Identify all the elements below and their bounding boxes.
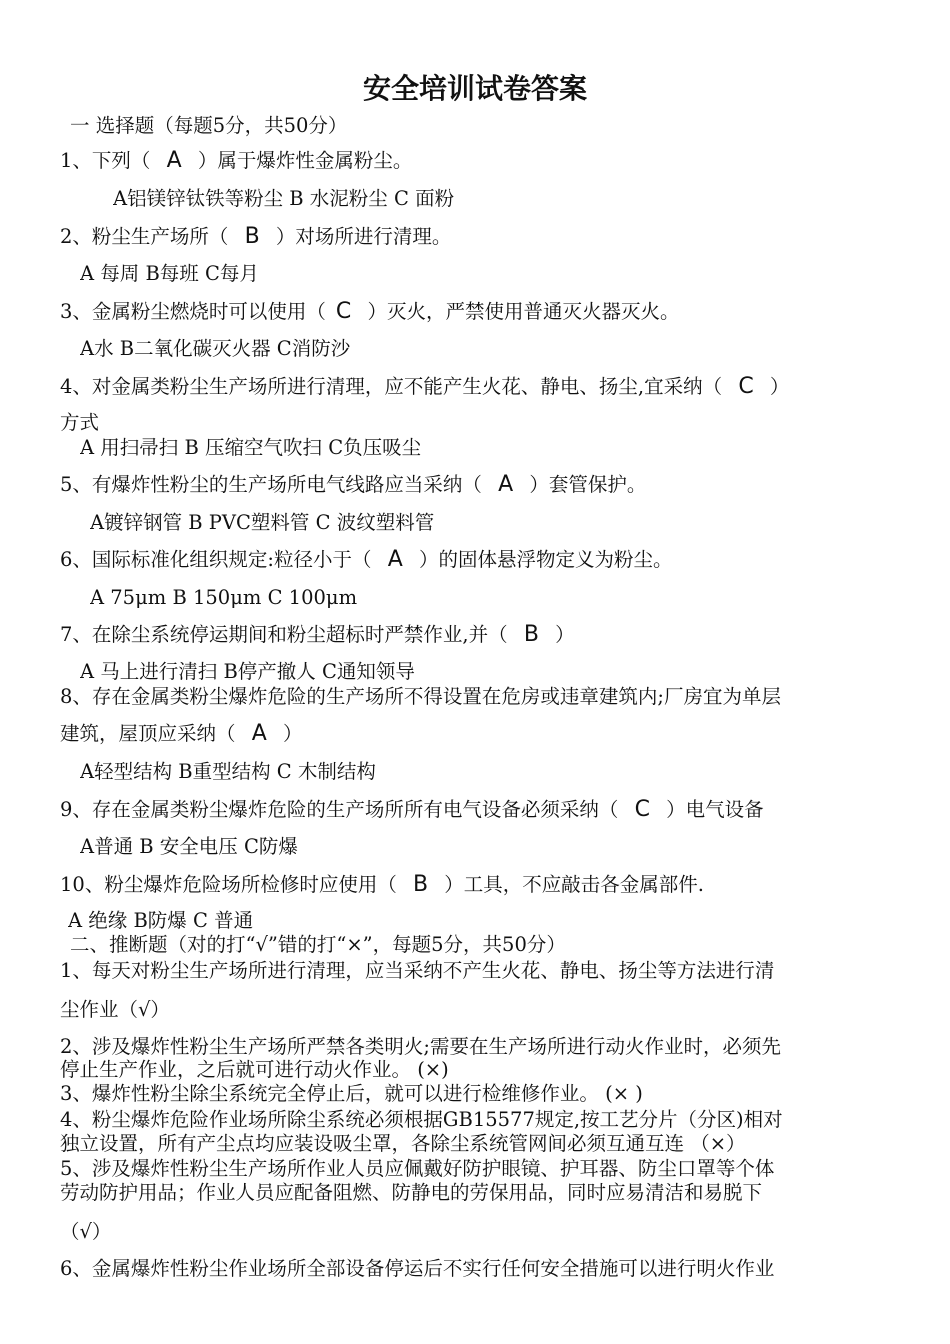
options-5: A镀锌钢管 B PVC塑料管 C 波纹塑料管 [90,511,435,534]
judgement-line: 1、每天对粉尘生产场所进行清理，应当采纳不产生火花、静电、扬尘等方法进行清 [60,959,775,982]
question-2: 2、粉尘生产场所（ B ）对场所进行清理。 [60,225,452,249]
answer-10: B [413,873,429,897]
options-4: A 用扫帚扫 B 压缩空气吹扫 C负压吸尘 [80,436,422,459]
question-8-continued: 建筑，屋顶应采纳（ A ） [60,722,303,746]
judgement-line: （√） [60,1220,112,1243]
question-3: 3、金属粉尘燃烧时可以使用（ C ）灭火，严禁使用普通灭火器灭火。 [60,300,680,324]
answer-1: A [166,149,182,173]
question-10: 10、粉尘爆炸危险场所检修时应使用（ B ）工具，不应敲击各金属部件. [60,873,705,897]
answer-2: B [244,225,260,249]
question-9: 9、存在金属类粉尘爆炸危险的生产场所所有电气设备必须采纳（ C ）电气设备 [60,798,764,822]
judgement-line: 4、粉尘爆炸危险作业场所除尘系统必须根据GB15577规定,按工艺分片（分区)相对 [60,1108,783,1131]
document-title: 安全培训试卷答案 [362,72,587,105]
answer-8: A [251,722,267,746]
judgement-line: 独立设置，所有产尘点均应装设吸尘罩，各除尘系统管网间必须互通互连 （×） [60,1132,746,1155]
section1-heading: 一 选择题（每题5分，共50分） [70,114,348,137]
options-1: A铝镁锌钛铁等粉尘 B 水泥粉尘 C 面粉 [113,187,455,210]
judgement-line: 劳动防护用品；作业人员应配备阻燃、防静电的劳保用品，同时应易清洁和易脱下 [60,1181,763,1204]
question-5: 5、有爆炸性粉尘的生产场所电气线路应当采纳（ A ）套管保护。 [60,473,647,497]
question-7: 7、在除尘系统停运期间和粉尘超标时严禁作业,并（ B ） [60,623,575,647]
answer-5: A [498,473,514,497]
answer-4: C [738,375,754,399]
answer-7: B [523,623,539,647]
answer-9: C [634,798,650,822]
options-10: A 绝缘 B防爆 C 普通 [68,909,254,932]
question-6: 6、国际标准化组织规定:粒径小于（ A ）的固体悬浮物定义为粉尘。 [60,548,673,572]
question-8: 8、存在金属类粉尘爆炸危险的生产场所不得设置在危房或违章建筑内;厂房宜为单层 [60,685,781,708]
section2-heading: 二、推断题（对的打“√”错的打“×”，每题5分，共50分） [70,933,566,956]
options-2: A 每周 B每班 C每月 [80,262,259,285]
judgement-line: 停止生产作业，之后就可进行动火作业。 (×) [60,1058,449,1081]
options-9: A普通 B 安全电压 C防爆 [80,835,298,858]
judgement-line: 5、涉及爆炸性粉尘生产场所作业人员应佩戴好防护眼镜、护耳器、防尘口罩等个体 [60,1157,775,1180]
question-4-continued: 方式 [60,411,100,434]
question-4: 4、对金属类粉尘生产场所进行清理，应不能产生火花、静电、扬尘,宜采纳（ C ） [60,375,790,399]
options-7: A 马上进行清扫 B停产撤人 C通知领导 [80,660,415,683]
options-6: A 75μm B 150μm C 100μm [90,586,358,609]
answer-3: C [335,300,352,324]
options-3: A水 B二氧化碳灭火器 C消防沙 [80,337,351,360]
judgement-line: 3、爆炸性粉尘除尘系统完全停止后，就可以进行检维修作业。 (× ) [60,1082,643,1105]
judgement-line: 2、涉及爆炸性粉尘生产场所严禁各类明火;需要在生产场所进行动火作业时，必须先 [60,1035,781,1058]
options-8: A轻型结构 B重型结构 C 木制结构 [80,760,376,783]
question-1: 1、下列（ A ）属于爆炸性金属粉尘。 [60,149,413,173]
answer-6: A [387,548,403,572]
judgement-line: 尘作业（√） [60,998,170,1021]
judgement-line: 6、金属爆炸性粉尘作业场所全部设备停运后不实行任何安全措施可以进行明火作业 [60,1257,775,1280]
